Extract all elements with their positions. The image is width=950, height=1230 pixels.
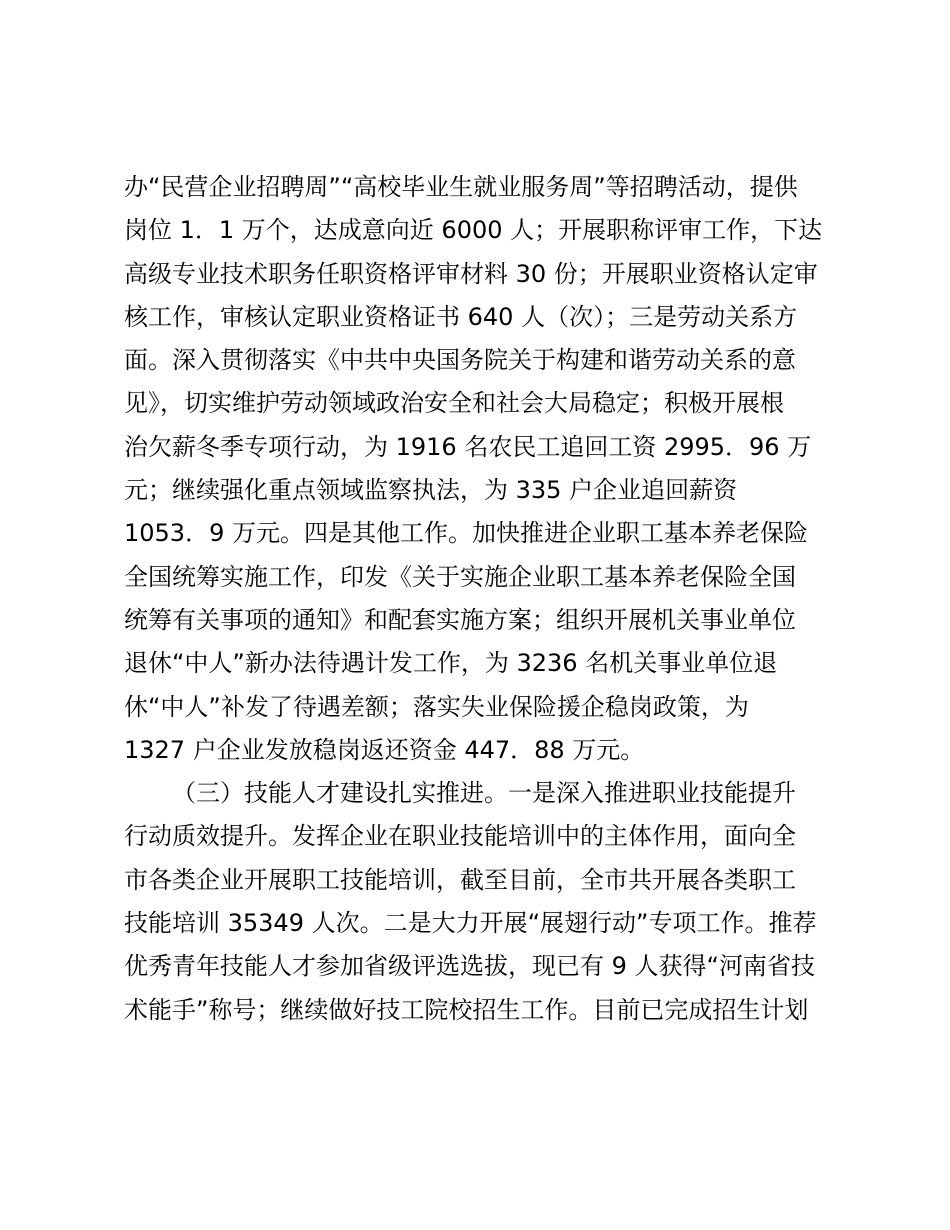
text-line: 统筹有关事项的通知》和配套实施方案；组织开展机关事业单位	[124, 605, 796, 634]
paragraph-start-line: （三）技能人才建设扎实推进。一是深入推进职业技能提升	[172, 779, 796, 808]
text-line: 全国统筹实施工作，印发《关于实施企业职工基本养老保险全国	[124, 562, 796, 591]
text-line: 休“中人”补发了待遇差额；落实失业保险援企稳岗政策，为	[124, 692, 749, 721]
text-line: 治欠薪冬季专项行动，为 1916 名农民工追回工资 2995．96 万	[124, 432, 812, 461]
text-line: 1327 户企业发放稳岗返还资金 447．88 万元。	[124, 735, 645, 764]
text-line: 优秀青年技能人才参加省级评选选拔，现已有 9 人获得“河南省技	[124, 952, 815, 981]
text-line: 办“民营企业招聘周”“高校毕业生就业服务周”等招聘活动，提供	[124, 173, 798, 201]
text-line: 核工作，审核认定职业资格证书 640 人（次）；三是劳动关系方	[124, 302, 798, 331]
text-line: 1053．9 万元。四是其他工作。加快推进企业职工基本养老保险	[124, 519, 808, 548]
text-line: 行动质效提升。发挥企业在职业技能培训中的主体作用，面向全	[124, 822, 796, 851]
text-line: 元；继续强化重点领域监察执法，为 335 户企业追回薪资	[124, 476, 738, 505]
body-text	[124, 166, 844, 1032]
text-line: 退休“中人”新办法待遇计发工作，为 3236 名机关事业单位退	[124, 649, 778, 678]
text-line: 技能培训 35349 人次。二是大力开展“展翅行动”专项工作。推荐	[124, 909, 817, 938]
text-line: 面。深入贯彻落实《中共中央国务院关于构建和谐劳动关系的意	[124, 346, 796, 375]
text-line: 术能手”称号；继续做好技工院校招生工作。目前已完成招生计划	[124, 995, 809, 1024]
text-line: 市各类企业开展职工技能培训，截至目前，全市共开展各类职工	[124, 865, 796, 894]
text-line: 高级专业技术职务任职资格评审材料 30 份；开展职业资格认定审	[124, 259, 818, 288]
text-line: 见》，切实维护劳动领域政治安全和社会大局稳定；积极开展根	[124, 389, 784, 418]
text-line: 岗位 1．1 万个，达成意向近 6000 人；开展职称评审工作，下达	[124, 216, 823, 245]
